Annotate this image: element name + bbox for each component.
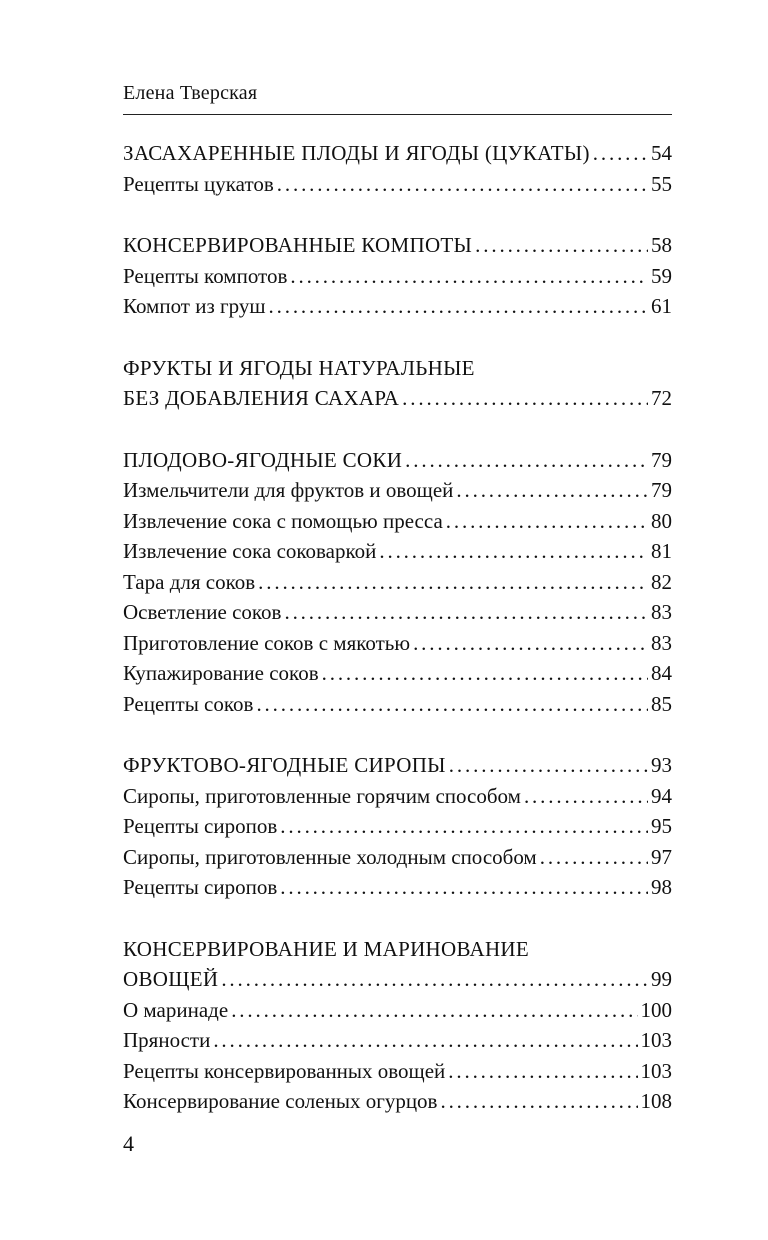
dot-leader	[440, 1086, 637, 1117]
toc-entry-title: Приготовление соков с мякотью	[123, 630, 411, 655]
dot-leader	[448, 1056, 637, 1087]
dot-leader	[475, 230, 648, 261]
toc-section	[123, 750, 672, 903]
toc-entry[interactable]	[123, 995, 672, 1026]
toc-entry-page: 97	[651, 844, 672, 869]
toc-entry[interactable]	[123, 628, 672, 659]
toc-entry[interactable]	[123, 169, 672, 200]
toc-entry-page: 61	[651, 294, 672, 318]
toc-entry-title: Рецепты компотов	[123, 263, 288, 288]
dot-leader	[280, 872, 648, 903]
toc-entry[interactable]	[123, 872, 672, 903]
toc-entry-title: Тара для соков	[123, 569, 256, 594]
dot-leader	[405, 445, 648, 476]
dot-leader	[456, 475, 648, 506]
dot-leader	[413, 628, 648, 659]
toc-entry-title: Рецепты соков	[123, 691, 254, 716]
toc-entry-title: Извлечение сока с помощью пресса	[123, 508, 443, 533]
toc-section	[123, 445, 672, 720]
toc-entry-page: 84	[651, 661, 672, 685]
toc-entry-title: Сиропы, приготовленные холодным способом	[123, 844, 537, 869]
toc-entry-page: 98	[651, 875, 672, 899]
toc-entry-title: Осветление соков	[123, 600, 282, 624]
toc-section	[123, 230, 672, 322]
toc-entry-page: 58	[651, 233, 672, 257]
toc-entry-page: 55	[651, 171, 672, 196]
toc-entry-page: 94	[651, 783, 672, 808]
toc-entry[interactable]	[123, 811, 672, 842]
toc-entry-title: Рецепты консервированных овощей	[123, 1058, 446, 1083]
dot-leader	[540, 842, 648, 873]
toc-heading-entry[interactable]	[123, 445, 672, 476]
toc-heading-first-line: ФРУКТЫ И ЯГОДЫ НАТУРАЛЬНЫЕ	[123, 355, 475, 380]
toc-entry[interactable]	[123, 291, 672, 322]
toc-entry-page: 95	[651, 814, 672, 838]
toc-heading-first-line: КОНСЕРВИРОВАНИЕ И МАРИНОВАНИЕ	[123, 936, 529, 961]
toc-entry-title: Сиропы, приготовленные горячим способом	[123, 783, 521, 808]
toc-heading-entry[interactable]	[123, 964, 672, 995]
toc-entry-title: Рецепты сиропов	[123, 875, 278, 899]
toc-entry-title: Консервирование соленых огурцов	[123, 1089, 438, 1113]
toc-entry-page: 83	[651, 630, 672, 655]
dot-leader	[280, 811, 648, 842]
toc-entry-title: КОНСЕРВИРОВАННЫЕ КОМПОТЫ	[123, 233, 473, 257]
toc-entry-title: ОВОЩЕЙ	[123, 967, 219, 991]
toc-entry-title: Рецепты сиропов	[123, 814, 278, 838]
toc-entry-title: ПЛОДОВО-ЯГОДНЫЕ СОКИ	[123, 447, 403, 472]
toc-heading-entry[interactable]	[123, 750, 672, 781]
toc-entry[interactable]	[123, 689, 672, 720]
toc-entry-title: Рецепты цукатов	[123, 171, 274, 196]
toc-entry-page: 85	[651, 691, 672, 716]
dot-leader	[379, 536, 648, 567]
dot-leader	[402, 383, 648, 414]
toc-heading-entry[interactable]	[123, 138, 672, 169]
toc-section	[123, 138, 672, 199]
toc-entry-title: Компот из груш	[123, 294, 266, 318]
header-divider	[123, 114, 672, 115]
toc-entry-title: Измельчители для фруктов и овощей	[123, 478, 454, 502]
toc-entry-title: Купажирование соков	[123, 661, 319, 685]
dot-leader	[449, 750, 648, 781]
dot-leader	[284, 597, 648, 628]
toc-entry[interactable]	[123, 1025, 672, 1056]
toc-section	[123, 353, 672, 414]
toc-entry-title: Извлечение сока соковаркой	[123, 539, 377, 563]
dot-leader	[446, 506, 648, 537]
toc-entry-title: О маринаде	[123, 997, 229, 1022]
toc-entry-page: 93	[651, 753, 672, 777]
toc-heading-entry[interactable]	[123, 230, 672, 261]
toc-entry-page: 100	[640, 997, 672, 1022]
toc-entry-page: 82	[651, 569, 672, 594]
toc-entry[interactable]	[123, 781, 672, 812]
toc-section	[123, 934, 672, 1117]
toc-entry-page: 79	[651, 478, 672, 502]
dot-leader	[269, 291, 648, 322]
toc-entry-page: 54	[651, 141, 672, 165]
toc-entry[interactable]	[123, 1086, 672, 1117]
toc-entry-title: ФРУКТОВО-ЯГОДНЫЕ СИРОПЫ	[123, 753, 446, 777]
toc-entry[interactable]	[123, 658, 672, 689]
toc-entry[interactable]	[123, 597, 672, 628]
page-number: 4	[123, 1131, 134, 1156]
toc-entry-title: БЕЗ ДОБАВЛЕНИЯ САХАРА	[123, 386, 400, 410]
toc-entry[interactable]	[123, 506, 672, 537]
toc-entry-page: 81	[651, 539, 672, 563]
dot-leader	[258, 567, 648, 598]
toc-entry[interactable]	[123, 261, 672, 292]
dot-leader	[290, 261, 648, 292]
dot-leader	[277, 169, 648, 200]
toc-entry[interactable]	[123, 475, 672, 506]
toc-entry[interactable]	[123, 842, 672, 873]
toc-entry[interactable]	[123, 536, 672, 567]
toc-entry-page: 80	[651, 508, 672, 533]
toc-entry-page: 99	[651, 967, 672, 991]
toc-entry-title: Пряности	[123, 1028, 211, 1052]
toc-entry-page: 103	[640, 1028, 672, 1052]
toc-entry[interactable]	[123, 1056, 672, 1087]
toc-heading-entry[interactable]	[123, 383, 672, 414]
dot-leader	[593, 138, 648, 169]
toc-entry-page: 59	[651, 263, 672, 288]
toc-entry[interactable]	[123, 567, 672, 598]
dot-leader	[221, 964, 648, 995]
dot-leader	[213, 1025, 637, 1056]
toc-entry-title: ЗАСАХАРЕННЫЕ ПЛОДЫ И ЯГОДЫ (ЦУКАТЫ)	[123, 141, 590, 165]
dot-leader	[256, 689, 648, 720]
table-of-contents	[123, 138, 672, 1148]
toc-entry-page: 83	[651, 600, 672, 624]
toc-entry-page: 103	[640, 1058, 672, 1083]
dot-leader	[231, 995, 637, 1026]
dot-leader	[322, 658, 648, 689]
toc-entry-page: 108	[640, 1089, 672, 1113]
toc-entry-page: 79	[651, 447, 672, 472]
toc-entry-page: 72	[651, 386, 672, 410]
dot-leader	[524, 781, 648, 812]
running-header-author: Елена Тверская	[123, 82, 258, 104]
